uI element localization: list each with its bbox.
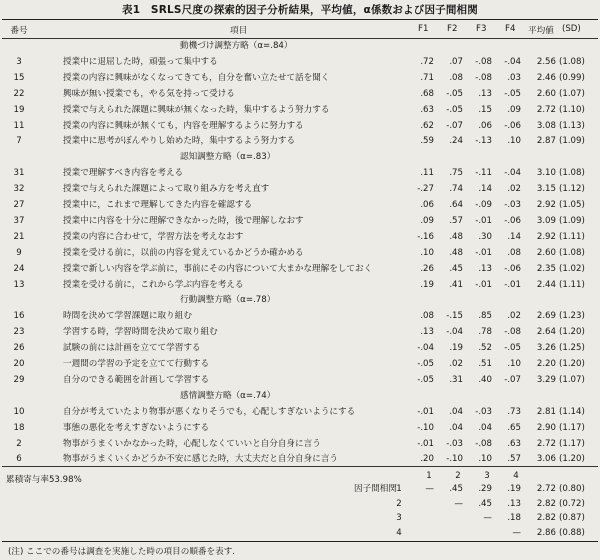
loading-f1: .06 — [420, 200, 434, 210]
section-header-row — [0, 389, 600, 404]
item-number: 3 — [16, 56, 22, 67]
section-title: 認知調整方略（α=.83） — [180, 152, 276, 163]
item-sd: (1.11) — [559, 279, 585, 290]
loading-f3: -.08 — [475, 438, 492, 449]
item-mean: 2.92 — [536, 200, 556, 210]
footnote: (注) ここでの番号は調査を実施した時の項目の順番を表す. — [8, 547, 236, 557]
correlation-value: — — [512, 527, 521, 538]
section-title: 動機づけ調整方略（α=.84） — [180, 41, 293, 51]
header-f1: F1 — [418, 24, 429, 34]
loading-f3: .40 — [478, 374, 492, 385]
table-row — [0, 214, 600, 229]
item-mean: 2.20 — [536, 359, 556, 369]
loading-f3: .10 — [478, 454, 492, 465]
bottom-rule — [2, 541, 598, 542]
item-mean: 2.46 — [536, 72, 556, 83]
correlation-value: — — [454, 498, 463, 509]
item-number: 29 — [13, 374, 25, 385]
loading-f2: -.07 — [446, 120, 463, 131]
loading-f2: .07 — [449, 56, 463, 67]
loading-f3: .14 — [478, 184, 492, 195]
loading-f4: -.08 — [504, 327, 521, 338]
loading-f1: .72 — [420, 56, 434, 67]
loading-f2: .04 — [449, 406, 463, 417]
factor-sd: (0.87) — [559, 513, 585, 524]
item-number: 18 — [13, 422, 25, 433]
loading-f1: .11 — [420, 168, 434, 179]
header-item: 項目 — [230, 26, 248, 36]
loading-f3: -.01 — [475, 279, 492, 290]
item-sd: (1.13) — [559, 120, 585, 131]
loading-f3: -.08 — [475, 56, 492, 67]
item-number: 37 — [13, 215, 25, 226]
loading-f4: -.03 — [504, 200, 521, 210]
item-sd: (1.17) — [559, 422, 585, 433]
item-number: 21 — [13, 231, 25, 242]
factor-mean: 2.72 — [536, 484, 556, 494]
loading-f4: .14 — [507, 231, 521, 242]
table-row — [0, 405, 600, 420]
item-number: 7 — [16, 136, 22, 147]
table-row — [0, 262, 600, 277]
loading-f2: .48 — [449, 231, 463, 242]
item-sd: (1.14) — [559, 406, 585, 417]
top-rule — [2, 19, 598, 20]
item-mean: 2.81 — [536, 406, 556, 417]
loading-f3: -.01 — [475, 247, 492, 258]
item-text: 試験の前には計画を立てて学習する — [63, 343, 201, 354]
item-number: 19 — [13, 104, 25, 115]
header-mean: 平均値 — [528, 26, 554, 36]
loading-f1: -.01 — [417, 406, 434, 417]
loading-f3: .15 — [478, 104, 492, 115]
loading-f2: -.04 — [446, 327, 463, 338]
item-mean: 2.72 — [536, 438, 556, 449]
item-text: 授業を受ける前に，これから学ぶ内容を考える — [63, 279, 244, 290]
header-f2: F2 — [447, 24, 458, 34]
loading-f3: .78 — [478, 327, 492, 338]
item-mean: 3.26 — [536, 343, 556, 354]
correlation-factor-number: 1 — [396, 484, 402, 494]
item-mean: 2.44 — [536, 279, 556, 290]
correlation-value: .19 — [507, 484, 521, 494]
loading-f3: -.11 — [475, 168, 492, 179]
loading-f2: .41 — [449, 279, 463, 290]
item-text: 授業で理解すべき内容を考える — [63, 168, 184, 179]
item-sd: (1.12) — [559, 184, 585, 195]
loading-f2: .45 — [449, 263, 463, 274]
table-row — [0, 278, 600, 293]
item-sd: (1.09) — [559, 215, 585, 226]
loading-f3: .30 — [478, 231, 492, 242]
loading-f1: .68 — [420, 88, 434, 99]
correlation-value: — — [425, 484, 434, 494]
loading-f4: -.04 — [504, 56, 521, 67]
loading-f4: -.05 — [504, 343, 521, 354]
loading-f3: .04 — [478, 422, 492, 433]
item-mean: 2.69 — [536, 311, 556, 322]
loading-f1: .26 — [420, 263, 434, 274]
factor-number-4: 4 — [513, 471, 519, 481]
item-text: 自分が考えていたより物事が悪くなりそうでも，心配しすぎないようにする — [63, 406, 356, 417]
loading-f4: -.07 — [504, 374, 521, 385]
correlation-value: .45 — [478, 498, 492, 509]
item-number: 2 — [16, 438, 22, 449]
item-text: 授業中に，これまで理解してきた内容を確認する — [63, 200, 253, 210]
item-text: 授業を受ける前に，以前の内容を覚えているかどうか確かめる — [63, 247, 304, 258]
correlation-factor-number: 4 — [396, 527, 402, 538]
correlation-value: .45 — [449, 484, 463, 494]
loading-f2: -.03 — [446, 438, 463, 449]
table-row — [0, 134, 600, 149]
header-num: 番号 — [10, 26, 28, 36]
item-mean: 3.09 — [536, 215, 556, 226]
loading-f4: .10 — [507, 136, 521, 147]
loading-f3: .13 — [478, 88, 492, 99]
item-number: 11 — [13, 120, 25, 131]
table-row — [0, 119, 600, 134]
table-row — [0, 182, 600, 197]
item-text: 授業中に内容を十分に理解できなかった時，後で理解しなおす — [63, 215, 304, 226]
item-text: 授業の内容に興味がなくなってきても，自分を奮い立たせて話を聞く — [63, 72, 330, 83]
table-row — [0, 55, 600, 70]
loading-f3: .85 — [478, 311, 492, 322]
table-row — [0, 325, 600, 340]
item-mean: 2.92 — [536, 231, 556, 242]
loading-f1: .10 — [420, 247, 434, 258]
cumulative-variance: 累積寄与率53.98% — [6, 475, 82, 485]
item-text: 授業の内容に興味が無くても，内容を理解するように努力する — [63, 120, 304, 131]
item-number: 24 — [13, 263, 25, 274]
table-row — [0, 341, 600, 356]
item-text: 事態の悪化を考えすぎないようにする — [63, 422, 210, 433]
item-sd: (1.08) — [559, 168, 585, 179]
loading-f1: -.05 — [417, 374, 434, 385]
loading-f4: -.06 — [504, 263, 521, 274]
correlation-value: .29 — [478, 484, 492, 494]
loading-f2: -.05 — [446, 104, 463, 115]
loading-f4: -.05 — [504, 88, 521, 99]
loading-f4: .02 — [507, 184, 521, 195]
item-text: 授業で与えられた課題によって取り組み方を考え直す — [63, 184, 270, 195]
loading-f2: .19 — [449, 343, 463, 354]
section-header-row — [0, 293, 600, 308]
item-sd: (0.99) — [559, 72, 585, 83]
correlation-label: 因子間相関 — [354, 484, 397, 494]
item-text: 物事がうまくいかなかった時，心配しなくていいと自分自身に言う — [63, 438, 321, 449]
correlation-factor-number: 3 — [396, 513, 402, 524]
table-row — [0, 166, 600, 181]
loading-f1: .63 — [420, 104, 434, 115]
section-header-row — [0, 150, 600, 165]
loading-f4: -.04 — [504, 168, 521, 179]
item-sd: (1.05) — [559, 200, 585, 210]
item-text: 授業中に退屈した時，頑張って集中する — [63, 56, 218, 67]
item-sd: (1.07) — [559, 88, 585, 99]
loading-f1: -.04 — [417, 343, 434, 354]
loading-f3: .52 — [478, 343, 492, 354]
item-number: 27 — [13, 200, 25, 210]
loading-f2: -.15 — [446, 311, 463, 322]
item-number: 32 — [13, 184, 25, 195]
item-sd: (1.20) — [559, 327, 585, 338]
loading-f2: .31 — [449, 374, 463, 385]
header-f3: F3 — [476, 24, 487, 34]
item-text: 授業で新しい内容を学ぶ前に，事前にその内容について大まかな理解をしておく — [63, 263, 373, 274]
item-sd: (1.08) — [559, 247, 585, 258]
factor-sd: (0.72) — [559, 498, 585, 509]
item-text: 物事がうまくいくかどうか不安に感じた時，大丈夫だと自分自身に言う — [63, 454, 339, 465]
item-number: 16 — [13, 311, 25, 322]
header-f4: F4 — [505, 24, 516, 34]
loading-f3: -.13 — [475, 136, 492, 147]
item-text: 授業中に思考がぼんやりし始めた時，集中するよう努力する — [63, 136, 296, 147]
table-row — [0, 357, 600, 372]
item-number: 15 — [13, 72, 25, 83]
item-number: 9 — [16, 247, 22, 258]
item-text: 時間を決めて学習課題に取り組む — [63, 311, 192, 322]
loading-f1: -.27 — [417, 184, 434, 195]
item-mean: 2.87 — [536, 136, 556, 147]
item-sd: (1.20) — [559, 454, 585, 465]
table-row — [0, 309, 600, 324]
item-number: 22 — [13, 88, 25, 99]
loading-f2: -.05 — [446, 88, 463, 99]
loading-f2: .24 — [449, 136, 463, 147]
item-number: 26 — [13, 343, 25, 354]
section-header-row — [0, 39, 600, 54]
factor-mean: 2.82 — [536, 513, 556, 524]
loading-f2: .04 — [449, 422, 463, 433]
item-mean: 2.60 — [536, 247, 556, 258]
loading-f4: -.01 — [504, 279, 521, 290]
loading-f3: .13 — [478, 263, 492, 274]
body-bottom-rule — [2, 466, 598, 467]
correlation-value: .13 — [507, 498, 521, 509]
header-sd: (SD) — [562, 24, 581, 34]
table-row — [0, 246, 600, 261]
loading-f3: .51 — [478, 359, 492, 369]
item-text: 一週間の学習の予定を立てて行動する — [63, 359, 210, 369]
loading-f2: .57 — [449, 215, 463, 226]
loading-f2: .74 — [449, 184, 463, 195]
table-row — [0, 198, 600, 213]
factor-number-2: 2 — [455, 471, 461, 481]
loading-f1: .20 — [420, 454, 434, 465]
loading-f4: .02 — [507, 311, 521, 322]
item-mean: 2.60 — [536, 88, 556, 99]
item-number: 6 — [16, 454, 22, 465]
item-sd: (1.08) — [559, 56, 585, 67]
loading-f3: -.09 — [475, 200, 492, 210]
table-row — [0, 230, 600, 245]
loading-f2: .02 — [449, 359, 463, 369]
table-title: 表1 SRLS尺度の探索的因子分析結果，平均値，α係数および因子間相関 — [122, 4, 478, 16]
table-row — [0, 437, 600, 452]
correlation-row — [0, 526, 600, 541]
item-number: 13 — [13, 279, 25, 290]
loading-f4: .09 — [507, 104, 521, 115]
section-title: 感情調整方略（α=.74） — [180, 390, 276, 401]
factor-mean: 2.86 — [536, 527, 556, 538]
loading-f1: .13 — [420, 327, 434, 338]
item-text: 自分のできる範囲を計画して学習する — [63, 374, 210, 385]
item-mean: 2.35 — [536, 263, 556, 274]
loading-f1: .71 — [420, 72, 434, 83]
loading-f4: .03 — [507, 72, 521, 83]
correlation-value: .18 — [507, 513, 521, 524]
loading-f3: .06 — [478, 120, 492, 131]
item-sd: (1.20) — [559, 359, 585, 369]
item-number: 23 — [13, 327, 25, 338]
item-sd: (1.07) — [559, 374, 585, 385]
item-text: 興味が無い授業でも，やる気を持って受ける — [63, 88, 235, 99]
loading-f4: -.06 — [504, 215, 521, 226]
item-text: 学習する時，学習時間を決めて取り組む — [63, 327, 218, 338]
table-row — [0, 103, 600, 118]
factor-number-3: 3 — [484, 471, 490, 481]
loading-f1: .09 — [420, 215, 434, 226]
factor-sd: (0.88) — [559, 527, 585, 538]
loading-f4: .65 — [507, 422, 521, 433]
loading-f4: .57 — [507, 454, 521, 465]
loading-f1: -.16 — [417, 231, 434, 242]
correlation-factor-number: 2 — [396, 498, 402, 509]
item-mean: 3.06 — [536, 454, 556, 465]
correlation-row — [0, 511, 600, 526]
item-text: 授業で与えられた課題に興味が無くなった時，集中するよう努力する — [63, 104, 330, 115]
loading-f1: -.05 — [417, 359, 434, 369]
loading-f1: -.01 — [417, 438, 434, 449]
item-mean: 2.90 — [536, 422, 556, 433]
item-mean: 3.10 — [536, 168, 556, 179]
item-sd: (1.11) — [559, 231, 585, 242]
item-mean: 3.29 — [536, 374, 556, 385]
table-row — [0, 71, 600, 86]
loading-f4: .10 — [507, 359, 521, 369]
item-mean: 3.08 — [536, 120, 556, 131]
table-row — [0, 373, 600, 388]
item-number: 10 — [13, 406, 25, 417]
loading-f3: -.03 — [475, 406, 492, 417]
loading-f1: .19 — [420, 279, 434, 290]
loading-f4: .63 — [507, 438, 521, 449]
loading-f2: .75 — [449, 168, 463, 179]
item-sd: (1.25) — [559, 343, 585, 354]
item-sd: (1.23) — [559, 311, 585, 322]
factor-mean: 2.82 — [536, 498, 556, 509]
loading-f1: .62 — [420, 120, 434, 131]
loading-f1: .59 — [420, 136, 434, 147]
loading-f4: -.06 — [504, 120, 521, 131]
loading-f2: -.10 — [446, 454, 463, 465]
loading-f2: .08 — [449, 72, 463, 83]
correlation-row — [0, 497, 600, 512]
correlation-row — [0, 482, 600, 497]
loading-f2: .48 — [449, 247, 463, 258]
item-mean: 2.72 — [536, 104, 556, 115]
table-row — [0, 87, 600, 102]
table-row — [0, 421, 600, 436]
correlation-value: — — [483, 513, 492, 524]
item-number: 31 — [13, 168, 25, 179]
item-sd: (1.17) — [559, 438, 585, 449]
factor-number-1: 1 — [426, 471, 432, 481]
item-mean: 2.56 — [536, 56, 556, 67]
item-mean: 3.15 — [536, 184, 556, 195]
factor-sd: (0.80) — [559, 484, 585, 494]
loading-f4: .08 — [507, 247, 521, 258]
loading-f3: -.01 — [475, 215, 492, 226]
loading-f3: -.08 — [475, 72, 492, 83]
item-number: 20 — [13, 359, 25, 369]
loading-f4: .73 — [507, 406, 521, 417]
item-text: 授業の内容に合わせて，学習方法を考えなおす — [63, 231, 244, 242]
loading-f1: .08 — [420, 311, 434, 322]
item-sd: (1.10) — [559, 104, 585, 115]
item-sd: (1.09) — [559, 136, 585, 147]
item-mean: 2.64 — [536, 327, 556, 338]
loading-f2: .64 — [449, 200, 463, 210]
section-title: 行動調整方略（α=.78） — [180, 295, 276, 306]
item-sd: (1.02) — [559, 263, 585, 274]
loading-f1: -.10 — [417, 422, 434, 433]
